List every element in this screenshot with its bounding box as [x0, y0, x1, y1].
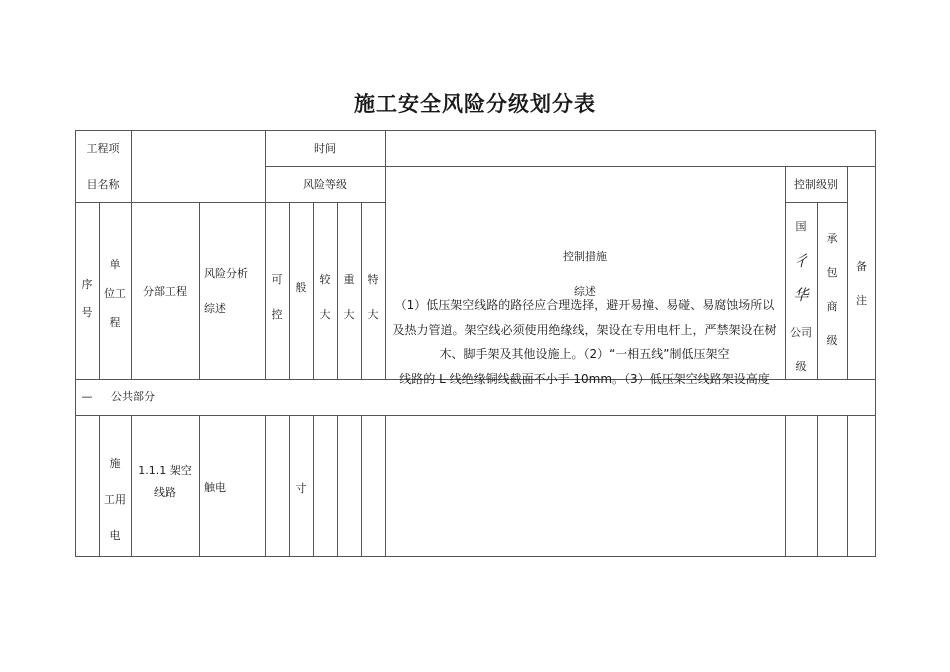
company-level-header-5: 级	[795, 360, 807, 373]
grid-line	[265, 130, 266, 379]
measure-line: （1）低压架空线路的路径应合理选择，避开易撞、易碰、易腐蚀场所以	[394, 298, 775, 312]
grid-line	[337, 415, 338, 556]
grid-line	[131, 130, 132, 379]
grid-line	[199, 415, 200, 556]
row1-risk-analysis: 触电	[204, 481, 226, 494]
grid-line	[265, 415, 266, 556]
company-level-header: 国	[795, 220, 807, 233]
row1-level-mark: 寸	[295, 482, 307, 495]
level-general-header: 般	[295, 281, 307, 294]
grid-line	[785, 166, 786, 379]
grid-line	[313, 415, 314, 556]
measure-line: 及热力管道。架空线必须使用绝缘线，架设在专用电杆上，严禁架设在树	[392, 322, 777, 337]
grid-line	[75, 202, 385, 203]
row1-unit-project: 施 工用 电	[104, 457, 126, 542]
table-border-left	[75, 130, 76, 557]
level-controllable-header: 可 控	[271, 273, 283, 321]
project-name-label-2: 目名称	[86, 178, 120, 191]
grid-line	[785, 202, 847, 203]
row1-control-measures	[387, 293, 782, 391]
project-name-label: 工程项	[86, 142, 120, 155]
seq-header: 序 号	[81, 278, 93, 319]
grid-line	[847, 415, 848, 556]
risk-analysis-header-2: 综述	[204, 302, 226, 315]
level-extreme-header: 特 大	[367, 273, 379, 321]
level-major-header: 重 大	[343, 273, 355, 321]
table-border-top	[75, 130, 876, 131]
unit-project-header: 单 位工 程	[104, 258, 126, 329]
section-number: —	[81, 390, 93, 403]
measure-line: 线路的 L 线绝缘铜线截面不小于 10mm。（3）低压架空线路架设高度	[399, 371, 770, 386]
level-larger-header: 较 大	[319, 273, 331, 321]
control-measures-header: 控制措施	[563, 250, 607, 263]
control-level-label: 控制级别	[794, 178, 838, 191]
table-border-right	[875, 130, 876, 557]
sub-project-header: 分部工程	[143, 285, 187, 298]
contractor-level-header: 承 包 商 级	[826, 232, 838, 347]
row1-sub-project: 1.1.1 架空 线路	[138, 464, 192, 499]
grid-line	[817, 415, 818, 556]
risk-analysis-header: 风险分析	[204, 267, 248, 280]
time-label: 时间	[314, 142, 336, 155]
remarks-header: 备 注	[856, 260, 867, 307]
company-level-header-2: 彳	[793, 252, 809, 270]
company-level-header-3: 华	[793, 286, 809, 304]
page-title: 施工安全风险分级划分表	[354, 92, 596, 116]
table-border-bottom	[75, 556, 876, 557]
risk-level-label: 风险等级	[303, 178, 347, 191]
grid-line	[361, 415, 362, 556]
grid-line	[785, 415, 786, 556]
control-measures-header-2: 综述	[574, 285, 596, 298]
grid-line	[385, 415, 386, 556]
grid-line	[75, 415, 876, 416]
grid-line	[199, 202, 200, 379]
company-level-header-4: 公司	[790, 326, 812, 339]
measure-line: 木、脚手架及其他设施上。（2）“一相五线”制低压架空	[439, 347, 730, 361]
section-name: 公共部分	[111, 390, 155, 403]
